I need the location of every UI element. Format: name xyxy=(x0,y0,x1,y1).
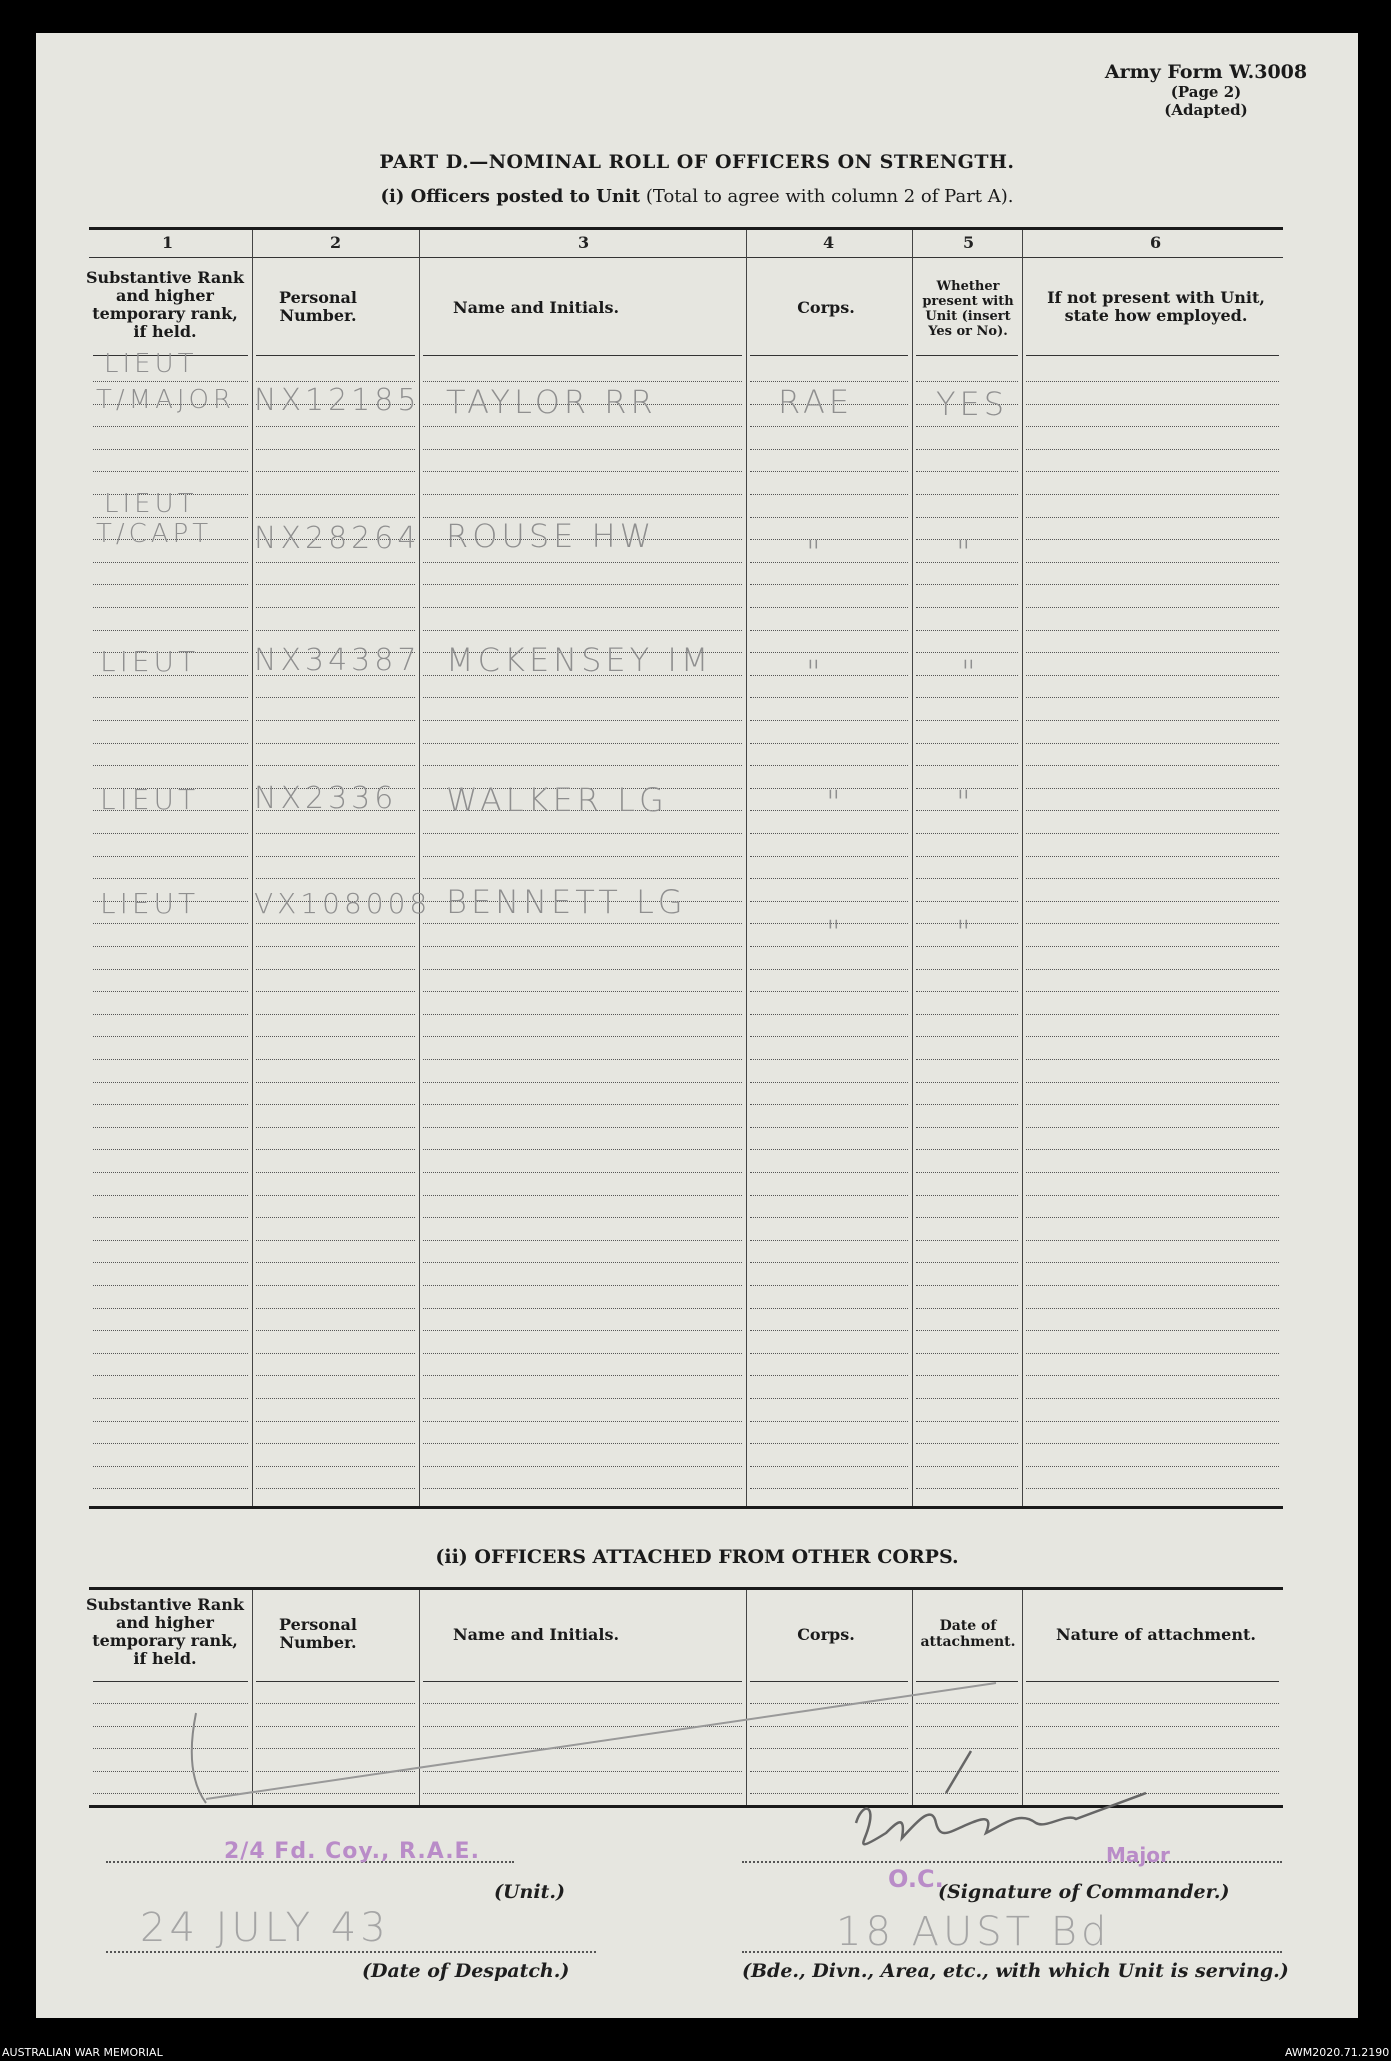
col-number-2: 2 xyxy=(330,233,342,252)
t2-header-corps: Corps. xyxy=(797,1625,855,1644)
entry-corps: " xyxy=(826,913,845,951)
col-number-3: 3 xyxy=(578,233,590,252)
entry-corps: " xyxy=(806,533,825,571)
credit-left: AUSTRALIAN WAR MEMORIAL xyxy=(2,2046,163,2059)
header-name: Name and Initials. xyxy=(452,298,620,317)
date-label: (Date of Despatch.) xyxy=(362,1960,570,1982)
entry-name: WALKER LG xyxy=(446,781,668,819)
oc-stamp: O.C. xyxy=(888,1865,944,1893)
entry-rank: LIEUT xyxy=(100,783,200,816)
form-page xyxy=(36,33,1358,2018)
col-number-1: 1 xyxy=(162,233,174,252)
entry-name: BENNETT LG xyxy=(446,883,687,921)
form-number-title: Army Form W.3008 xyxy=(1104,61,1308,83)
subtitle-rest: (Total to agree with column 2 of Part A). xyxy=(645,186,1014,207)
commander-signature xyxy=(36,33,1358,2018)
entry-corps: " xyxy=(826,783,845,821)
entry-rank: T/CAPT xyxy=(96,519,213,549)
signature-tick xyxy=(946,1751,971,1793)
entry-present: " xyxy=(956,783,975,821)
entry-rank-top: LIEUT xyxy=(104,349,198,379)
unit-label: (Unit.) xyxy=(494,1881,565,1903)
col-number-4: 4 xyxy=(823,233,835,252)
bde-written: 18 AUST Bd xyxy=(836,1909,1111,1955)
t2-header-nature: Nature of attachment. xyxy=(1056,1625,1256,1644)
table2-title: (ii) OFFICERS ATTACHED FROM OTHER CORPS. xyxy=(435,1546,959,1568)
header-corps: Corps. xyxy=(797,298,855,317)
entry-number: NX34387 xyxy=(254,643,421,678)
t2-header-date: Date of attachment. xyxy=(920,1618,1016,1650)
header-present: Whether present with Unit (insert Yes or No). xyxy=(922,279,1014,339)
signature-stroke xyxy=(856,1793,1146,1844)
entry-present: " xyxy=(956,533,975,571)
date-written: 24 JULY 43 xyxy=(140,1905,390,1951)
header-personal-number: Personal Number. xyxy=(279,288,357,325)
major-stamp: Major xyxy=(1106,1843,1170,1867)
bde-label: (Bde., Divn., Area, etc., with which Unit is serving.) xyxy=(742,1960,1289,1982)
part-title: PART D.—NOMINAL ROLL OF OFFICERS ON STRENGTH. xyxy=(379,151,1015,173)
col-number-6: 6 xyxy=(1150,233,1162,252)
entry-rank: T/MAJOR xyxy=(96,385,236,415)
unit-stamp: 2/4 Fd. Coy., R.A.E. xyxy=(224,1839,480,1864)
col-number-5: 5 xyxy=(963,233,975,252)
entry-number: NX12185 xyxy=(254,383,421,418)
entry-present: YES xyxy=(936,385,1009,423)
entry-rank-top: LIEUT xyxy=(104,489,198,519)
entry-present: " xyxy=(956,913,975,951)
signature-label: (Signature of Commander.) xyxy=(938,1881,1230,1903)
header-employed: If not present with Unit, state how employed. xyxy=(1047,288,1265,325)
form-adapted: (Adapted) xyxy=(1164,101,1248,119)
entry-name: MCKENSEY IM xyxy=(446,641,713,679)
entry-number: NX28264 xyxy=(254,521,421,556)
t2-header-rank: Substantive Rank and higher temporary rank, if held. xyxy=(85,1595,245,1668)
entry-name: TAYLOR RR xyxy=(446,383,657,421)
credit-right: AWM2020.71.2190 xyxy=(1285,2046,1390,2059)
entry-corps: RAE xyxy=(778,383,854,421)
subtitle-bold: (i) Officers posted to Unit xyxy=(380,186,641,207)
entry-number: NX2336 xyxy=(254,781,398,816)
entry-name: ROUSE HW xyxy=(446,517,656,555)
header-rank: Substantive Rank and higher temporary rank, if held. xyxy=(85,268,245,341)
form-page-number: (Page 2) xyxy=(1170,83,1242,101)
entry-rank: LIEUT xyxy=(100,645,200,678)
entry-number: VX108008 xyxy=(254,887,432,920)
entry-rank: LIEUT xyxy=(100,887,200,920)
entry-present: " xyxy=(961,653,980,691)
entry-corps: " xyxy=(806,653,825,691)
t2-header-personal-number: Personal Number. xyxy=(279,1615,357,1652)
t2-header-name: Name and Initials. xyxy=(452,1625,620,1644)
